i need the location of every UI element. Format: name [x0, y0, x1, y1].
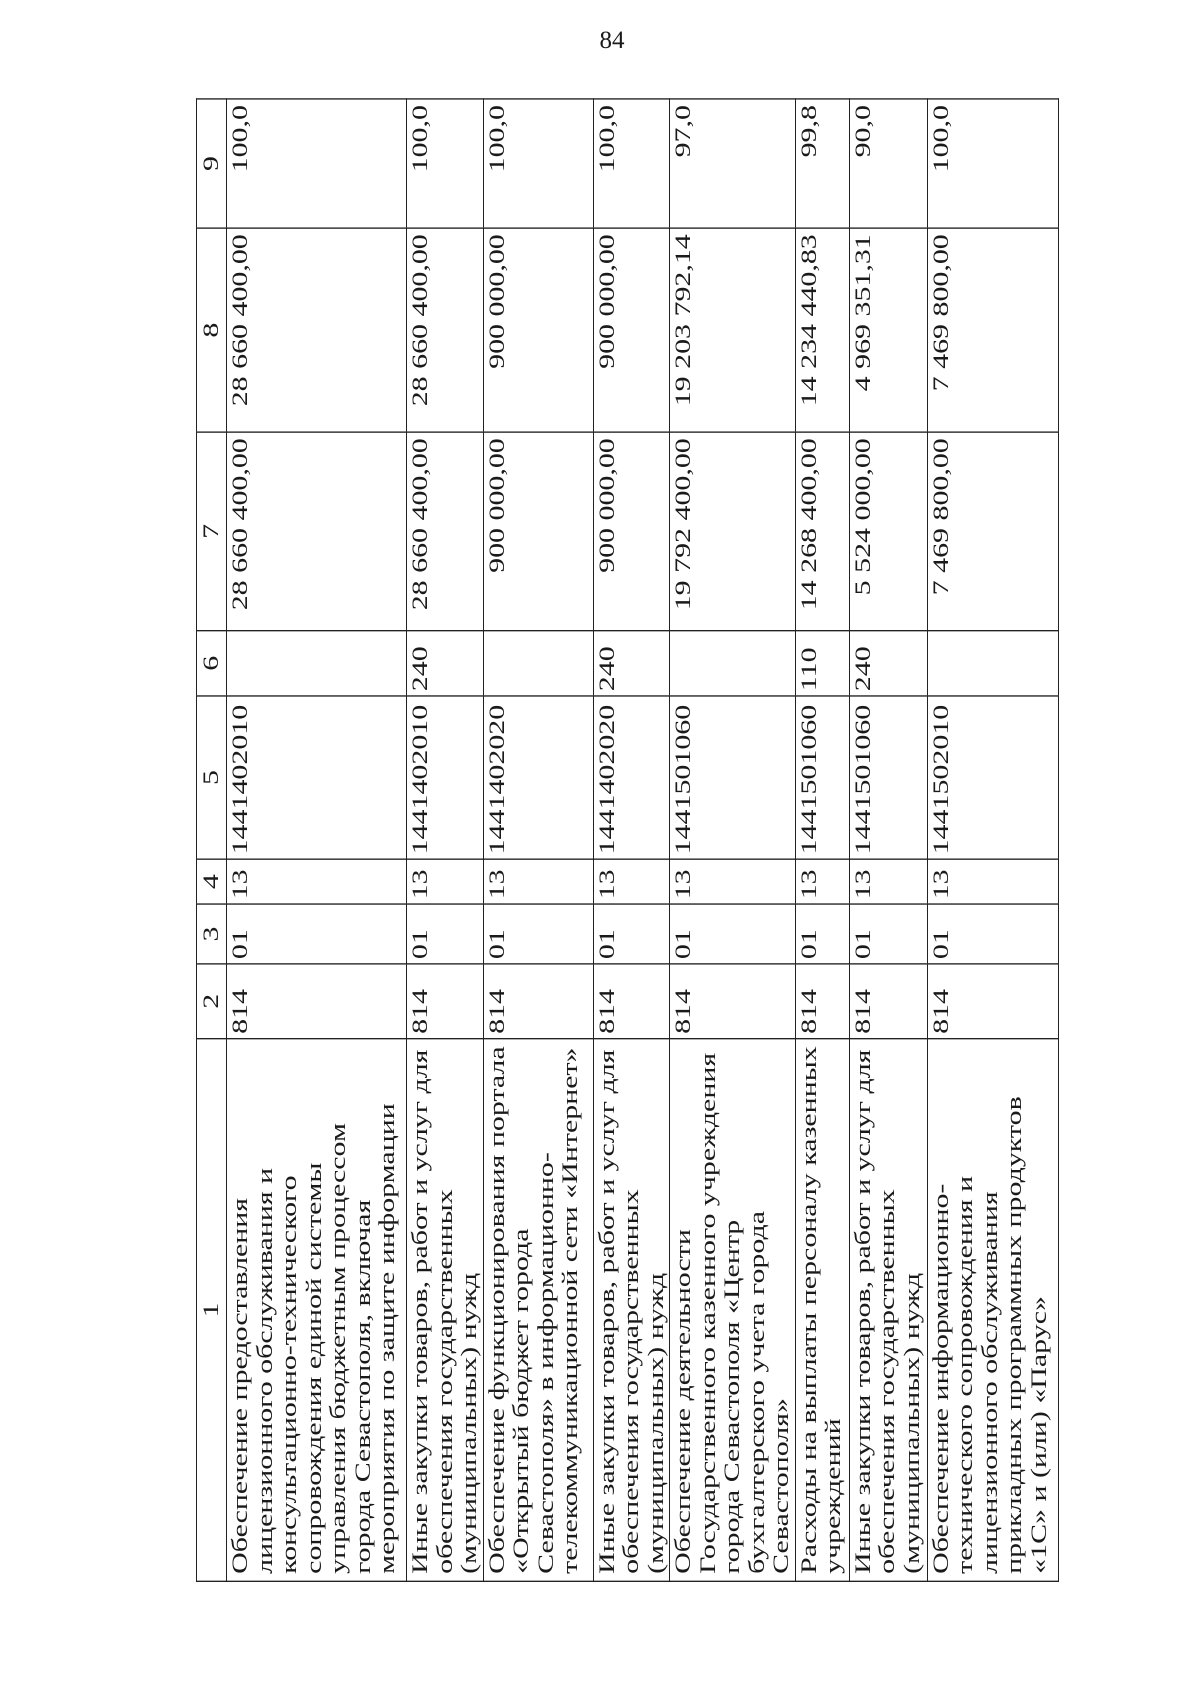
section-code-cell: 01 — [483, 904, 593, 964]
target-item-code-cell: 1441402010 — [227, 696, 407, 859]
table-row — [670, 99, 796, 1581]
table-row — [483, 99, 593, 1581]
target-item-code-cell: 1441501060 — [670, 696, 796, 859]
subsection-code-cell: 13 — [927, 859, 1058, 904]
executed-amount-cell: 14 234 440,83 — [795, 228, 849, 432]
column-header-2: 2 — [197, 964, 227, 1039]
target-item-code-cell: 1441402020 — [593, 696, 670, 859]
department-code-cell: 814 — [670, 964, 796, 1039]
executed-amount-cell: 28 660 400,00 — [407, 228, 484, 432]
expense-name-cell: Обеспечение функционирования портала «Открытый бюджет города Севастополя» в информационно-телекоммуникационной сети «Интернет» — [483, 1039, 593, 1582]
target-item-code-cell: 1441501060 — [795, 696, 849, 859]
subsection-code-cell: 13 — [483, 859, 593, 904]
target-item-code-cell: 1441502010 — [927, 696, 1058, 859]
expense-name-cell: Иные закупки товаров, работ и услуг для обеспечения государственных (муниципальных) нужд — [407, 1039, 484, 1582]
planned-amount-cell: 5 524 000,00 — [849, 432, 927, 631]
expense-name-cell: Расходы на выплаты персоналу казенных учреждений — [795, 1039, 849, 1582]
subsection-code-cell: 13 — [670, 859, 796, 904]
table-header-row — [197, 99, 227, 1581]
section-code-cell: 01 — [849, 904, 927, 964]
planned-amount-cell: 900 000,00 — [593, 432, 670, 631]
table-row — [849, 99, 927, 1581]
page-number: 84 — [599, 27, 625, 54]
department-code-cell: 814 — [407, 964, 484, 1039]
expense-name-cell: Обеспечение информационно-технического сопровождения и лицензионного обслуживания прикладных программных продуктов «1С» и (или) «Парус» — [927, 1039, 1058, 1582]
section-code-cell: 01 — [593, 904, 670, 964]
subsection-code-cell: 13 — [407, 859, 484, 904]
subsection-code-cell: 13 — [795, 859, 849, 904]
section-code-cell: 01 — [927, 904, 1058, 964]
planned-amount-cell: 28 660 400,00 — [407, 432, 484, 631]
subsection-code-cell: 13 — [593, 859, 670, 904]
column-header-6: 6 — [197, 631, 227, 696]
executed-amount-cell: 19 203 792,14 — [670, 228, 796, 432]
target-item-code-cell: 1441501060 — [849, 696, 927, 859]
department-code-cell: 814 — [795, 964, 849, 1039]
executed-amount-cell: 7 469 800,00 — [927, 228, 1058, 432]
column-header-8: 8 — [197, 228, 227, 432]
executed-amount-cell: 900 000,00 — [483, 228, 593, 432]
table-row — [407, 99, 484, 1581]
column-header-9: 9 — [197, 99, 227, 228]
table-row — [593, 99, 670, 1581]
execution-percent-cell: 90,0 — [849, 99, 927, 228]
target-item-code-cell: 1441402010 — [407, 696, 484, 859]
budget-table-rotated — [196, 100, 1051, 1582]
table-row — [227, 99, 407, 1581]
table-row — [795, 99, 849, 1581]
expense-type-code-cell: 240 — [593, 631, 670, 696]
column-header-1: 1 — [197, 1039, 227, 1582]
column-header-5: 5 — [197, 696, 227, 859]
planned-amount-cell: 28 660 400,00 — [227, 432, 407, 631]
execution-percent-cell: 100,0 — [927, 99, 1058, 228]
table-row — [927, 99, 1058, 1581]
section-code-cell: 01 — [795, 904, 849, 964]
execution-percent-cell: 100,0 — [593, 99, 670, 228]
executed-amount-cell: 900 000,00 — [593, 228, 670, 432]
expense-type-code-cell — [483, 631, 593, 696]
department-code-cell: 814 — [483, 964, 593, 1039]
execution-percent-cell: 100,0 — [407, 99, 484, 228]
budget-execution-table — [196, 98, 1059, 1582]
expense-type-code-cell — [227, 631, 407, 696]
column-header-4: 4 — [197, 859, 227, 904]
planned-amount-cell: 14 268 400,00 — [795, 432, 849, 631]
expense-type-code-cell — [670, 631, 796, 696]
section-code-cell: 01 — [227, 904, 407, 964]
department-code-cell: 814 — [927, 964, 1058, 1039]
expense-type-code-cell: 240 — [407, 631, 484, 696]
execution-percent-cell: 99,8 — [795, 99, 849, 228]
department-code-cell: 814 — [227, 964, 407, 1039]
target-item-code-cell: 1441402020 — [483, 696, 593, 859]
executed-amount-cell: 4 969 351,31 — [849, 228, 927, 432]
column-header-7: 7 — [197, 432, 227, 631]
expense-name-cell: Иные закупки товаров, работ и услуг для обеспечения государственных (муниципальных) нужд — [593, 1039, 670, 1582]
expense-type-code-cell — [927, 631, 1058, 696]
planned-amount-cell: 7 469 800,00 — [927, 432, 1058, 631]
execution-percent-cell: 100,0 — [227, 99, 407, 228]
execution-percent-cell: 100,0 — [483, 99, 593, 228]
execution-percent-cell: 97,0 — [670, 99, 796, 228]
expense-type-code-cell: 110 — [795, 631, 849, 696]
section-code-cell: 01 — [407, 904, 484, 964]
column-header-3: 3 — [197, 904, 227, 964]
planned-amount-cell: 900 000,00 — [483, 432, 593, 631]
subsection-code-cell: 13 — [849, 859, 927, 904]
department-code-cell: 814 — [849, 964, 927, 1039]
planned-amount-cell: 19 792 400,00 — [670, 432, 796, 631]
expense-name-cell: Обеспечение деятельности Государственного казенного учреждения города Севастополя «Центр бухгалтерского учета города Севастополя» — [670, 1039, 796, 1582]
expense-name-cell: Иные закупки товаров, работ и услуг для обеспечения государственных (муниципальных) нужд — [849, 1039, 927, 1582]
expense-name-cell: Обеспечение предоставления лицензионного обслуживания и консультационно-технического сопровождения единой системы управления бюджетным процессом города Севастополя, включая мероприятия по защите информации — [227, 1039, 407, 1582]
executed-amount-cell: 28 660 400,00 — [227, 228, 407, 432]
department-code-cell: 814 — [593, 964, 670, 1039]
expense-type-code-cell: 240 — [849, 631, 927, 696]
subsection-code-cell: 13 — [227, 859, 407, 904]
section-code-cell: 01 — [670, 904, 796, 964]
